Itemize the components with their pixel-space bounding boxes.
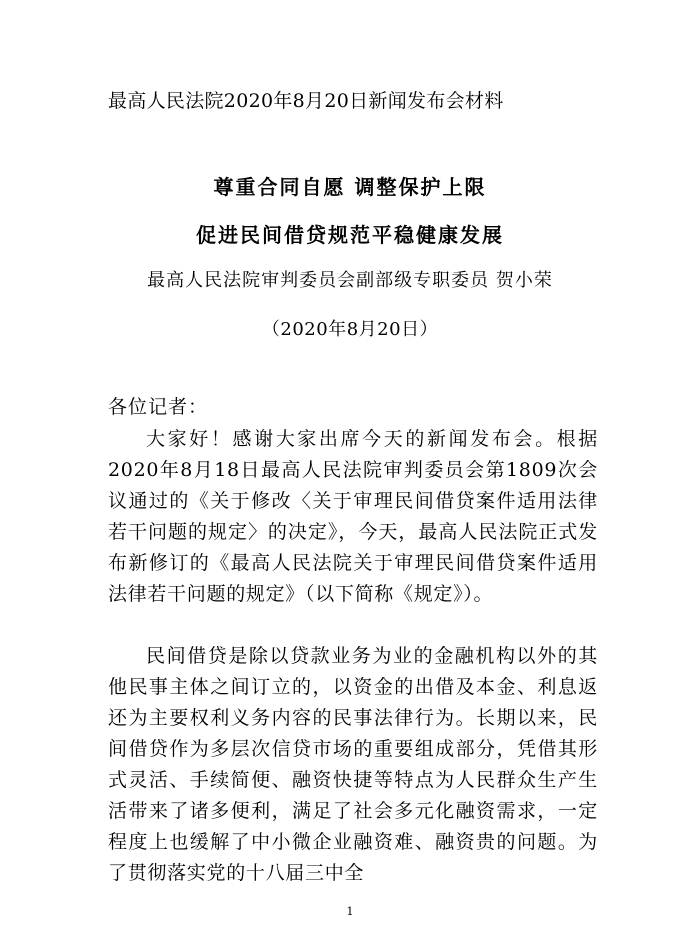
- body-paragraph-1: 大家好！感谢大家出席今天的新闻发布会。根据2020年8月18日最高人民法院审判委员会第1809次会议通过的《关于修改〈关于审理民间借贷案件适用法律若干问题的规定〉的决定》，今天，最高人民法院正式发布新修订的《最高人民法院关于审理民间借贷案件适用法律若干问题的规定》（以下简称《规定》）。: [108, 428, 598, 605]
- date-line: （2020年8月20日）: [261, 319, 439, 340]
- title-line-1: 尊重合同自愿 调整保护上限: [213, 175, 487, 199]
- author-line: 最高人民法院审判委员会副部级专职委员 贺小荣: [147, 270, 553, 291]
- press-conference-header: 最高人民法院2020年8月20日新闻发布会材料: [108, 90, 504, 112]
- salutation: 各位记者：: [108, 396, 209, 418]
- title-line-2: 促进民间借贷规范平稳健康发展: [196, 223, 504, 247]
- body-paragraph-2: 民间借贷是除以贷款业务为业的金融机构以外的其他民事主体之间订立的，以资金的出借及本金、利息返还为主要权利义务内容的民事法律行为。长期以来，民间借贷作为多层次信贷市场的重要组成部分，凭借其形式灵活、手续简便、融资快捷等特点为人民群众生产生活带来了诸多便利，满足了社会多元化融资需求，一定程度上也缓解了中小微企业融资难、融资贵的问题。为了贯彻落实党的十八届三中全: [108, 645, 598, 884]
- page-number: 1: [346, 905, 354, 918]
